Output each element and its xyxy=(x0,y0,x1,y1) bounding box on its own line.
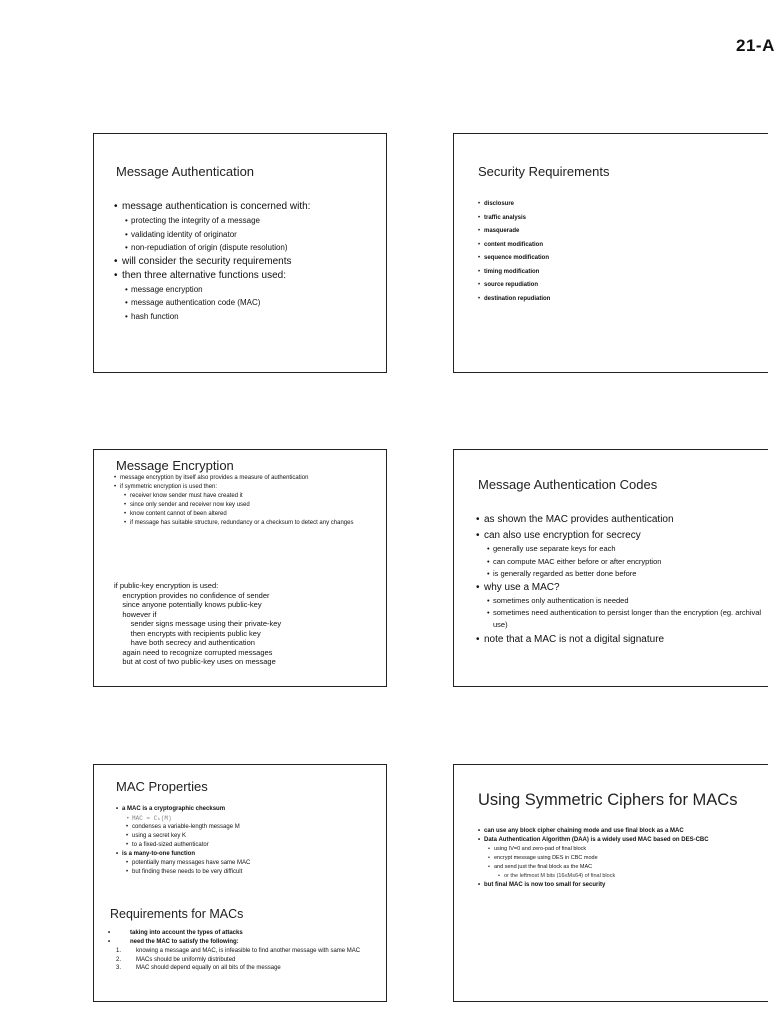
requirements-list xyxy=(108,929,380,973)
bullet-item: • as shown the MAC provides authentication xyxy=(476,513,764,527)
bullet-item: • source repudiation xyxy=(478,279,748,293)
bullet-item: • traffic analysis xyxy=(478,212,748,226)
bullet-item: • sometimes only authentication is needed xyxy=(476,595,764,608)
bullet-item: • a MAC is a cryptographic checksum xyxy=(116,805,384,814)
bullet-item: • protecting the integrity of a message xyxy=(114,214,384,228)
bullet-item: • generally use separate keys for each xyxy=(476,543,764,556)
bullet-item: • can also use encryption for secrecy xyxy=(476,529,764,543)
bullet-item: • disclosure xyxy=(478,198,748,212)
item-number: 2. xyxy=(116,956,122,963)
note-line: but at cost of two public-key uses on message xyxy=(114,657,276,666)
bullet-list xyxy=(114,200,384,323)
bullet-item: • will consider the security requirements xyxy=(114,255,384,269)
bullet-item: • using a secret key K xyxy=(116,832,384,841)
bullet-item: • timing modification xyxy=(478,266,748,280)
bullet-item: • sometimes need authentication to persist longer than the encryption (eg. archival use) xyxy=(476,607,764,631)
bullet-list xyxy=(478,198,748,306)
bullet-item: • can compute MAC either before or after encryption xyxy=(476,556,764,569)
bullet-item: • using IV=0 and zero-pad of final block xyxy=(478,845,742,854)
bullet-list xyxy=(478,827,742,890)
numbered-item xyxy=(108,964,380,973)
note-line: again need to recognize corrupted messages xyxy=(114,647,273,657)
bullet-list xyxy=(116,805,384,877)
bullet-item: • content modification xyxy=(478,239,748,253)
public-key-notes xyxy=(114,581,384,667)
slide-symmetric-ciphers-macs xyxy=(453,764,768,1002)
bullet-item: • can use any block cipher chaining mode and use final block as a MAC xyxy=(478,827,742,836)
slide-title: Security Requirements xyxy=(478,164,610,179)
item-text: MACs should be uniformly distributed xyxy=(136,956,236,963)
note-line: however if xyxy=(114,609,157,619)
slide-title: Using Symmetric Ciphers for MACs xyxy=(478,791,738,809)
item-number: 1. xyxy=(116,948,122,954)
numbered-item xyxy=(108,956,380,965)
bullet-item: • sequence modification xyxy=(478,252,748,266)
note-line: then encrypts with recipients public key xyxy=(114,628,261,638)
bullet-item: • but final MAC is now too small for security xyxy=(478,881,742,890)
slide-message-authentication-codes xyxy=(453,449,768,687)
bullet-item: • message encryption xyxy=(114,283,384,297)
note-line: since anyone potentially knows public-key xyxy=(114,600,262,609)
slide-title: Message Encryption xyxy=(116,458,234,473)
bullet-item: • need the MAC to satisfy the following: xyxy=(108,938,380,947)
slide-message-encryption xyxy=(93,449,387,687)
page-number: 21-A xyxy=(736,36,775,55)
bullet-item: • message authentication code (MAC) xyxy=(114,296,384,310)
bullet-item: • is a many-to-one function xyxy=(116,850,384,859)
bullet-item: • is generally regarded as better done before xyxy=(476,568,764,581)
bullet-item: • if message has suitable structure, redundancy or a checksum to detect any changes xyxy=(114,519,360,528)
slide-security-requirements xyxy=(453,133,768,373)
bullet-item: • receiver know sender must have created it xyxy=(114,492,382,501)
bullet-item: • then three alternative functions used: xyxy=(114,269,384,283)
bullet-item: • but finding these needs to be very difficult xyxy=(116,868,384,877)
bullet-item: • why use a MAC? xyxy=(476,581,764,595)
note-line: if public-key encryption is used: xyxy=(114,581,219,590)
slide-subtitle: Requirements for MACs xyxy=(110,907,244,921)
bullet-item: • message authentication is concerned with: xyxy=(114,200,384,214)
item-text: MAC should depend equally on all bits of the message xyxy=(136,965,281,971)
slide-title: Message Authentication Codes xyxy=(478,477,658,492)
numbered-item xyxy=(108,947,380,956)
bullet-item: • since only sender and receiver now key used xyxy=(114,501,382,510)
item-text: knowing a message and MAC, is infeasible to find another message with same MAC xyxy=(136,948,361,954)
bullet-item: • Data Authentication Algorithm (DAA) is a widely used MAC based on DES-CBC xyxy=(478,836,742,845)
bullet-item: • note that a MAC is not a digital signature xyxy=(476,633,764,647)
bullet-item: • taking into account the types of attacks xyxy=(108,929,380,938)
note-line: have both secrecy and authentication xyxy=(114,638,255,647)
item-number: 3. xyxy=(116,965,122,971)
bullet-item: • or the leftmost M bits (16≤M≤64) of final block xyxy=(478,872,742,881)
bullet-item: • non-repudiation of origin (dispute resolution) xyxy=(114,241,384,255)
bullet-list xyxy=(114,474,382,528)
mac-formula: • MAC = Cₖ(M) xyxy=(116,814,384,823)
bullet-item: • hash function xyxy=(114,310,384,324)
bullet-item: • if symmetric encryption is used then: xyxy=(114,483,382,492)
note-line: sender signs message using their private-key xyxy=(114,619,282,628)
bullet-item: • and send just the final block as the MAC xyxy=(478,863,742,872)
bullet-item: • destination repudiation xyxy=(478,293,748,307)
bullet-item: • potentially many messages have same MAC xyxy=(116,859,384,868)
bullet-item: • message encryption by itself also provides a measure of authentication xyxy=(114,474,382,483)
bullet-item: • condenses a variable-length message M xyxy=(116,823,384,832)
bullet-item: • know content cannot of been altered xyxy=(114,510,382,519)
bullet-item: • to a fixed-sized authenticator xyxy=(116,841,384,850)
bullet-item: • masquerade xyxy=(478,225,748,239)
slide-mac-properties xyxy=(93,764,387,1002)
bullet-list xyxy=(476,513,764,647)
note-line: encryption provides no confidence of sender xyxy=(114,590,270,600)
slide-title: Message Authentication xyxy=(116,164,255,179)
bullet-item: • validating identity of originator xyxy=(114,228,384,242)
slide-title: MAC Properties xyxy=(116,779,208,794)
slide-message-authentication xyxy=(93,133,387,373)
bullet-item: • encrypt message using DES in CBC mode xyxy=(478,854,742,863)
